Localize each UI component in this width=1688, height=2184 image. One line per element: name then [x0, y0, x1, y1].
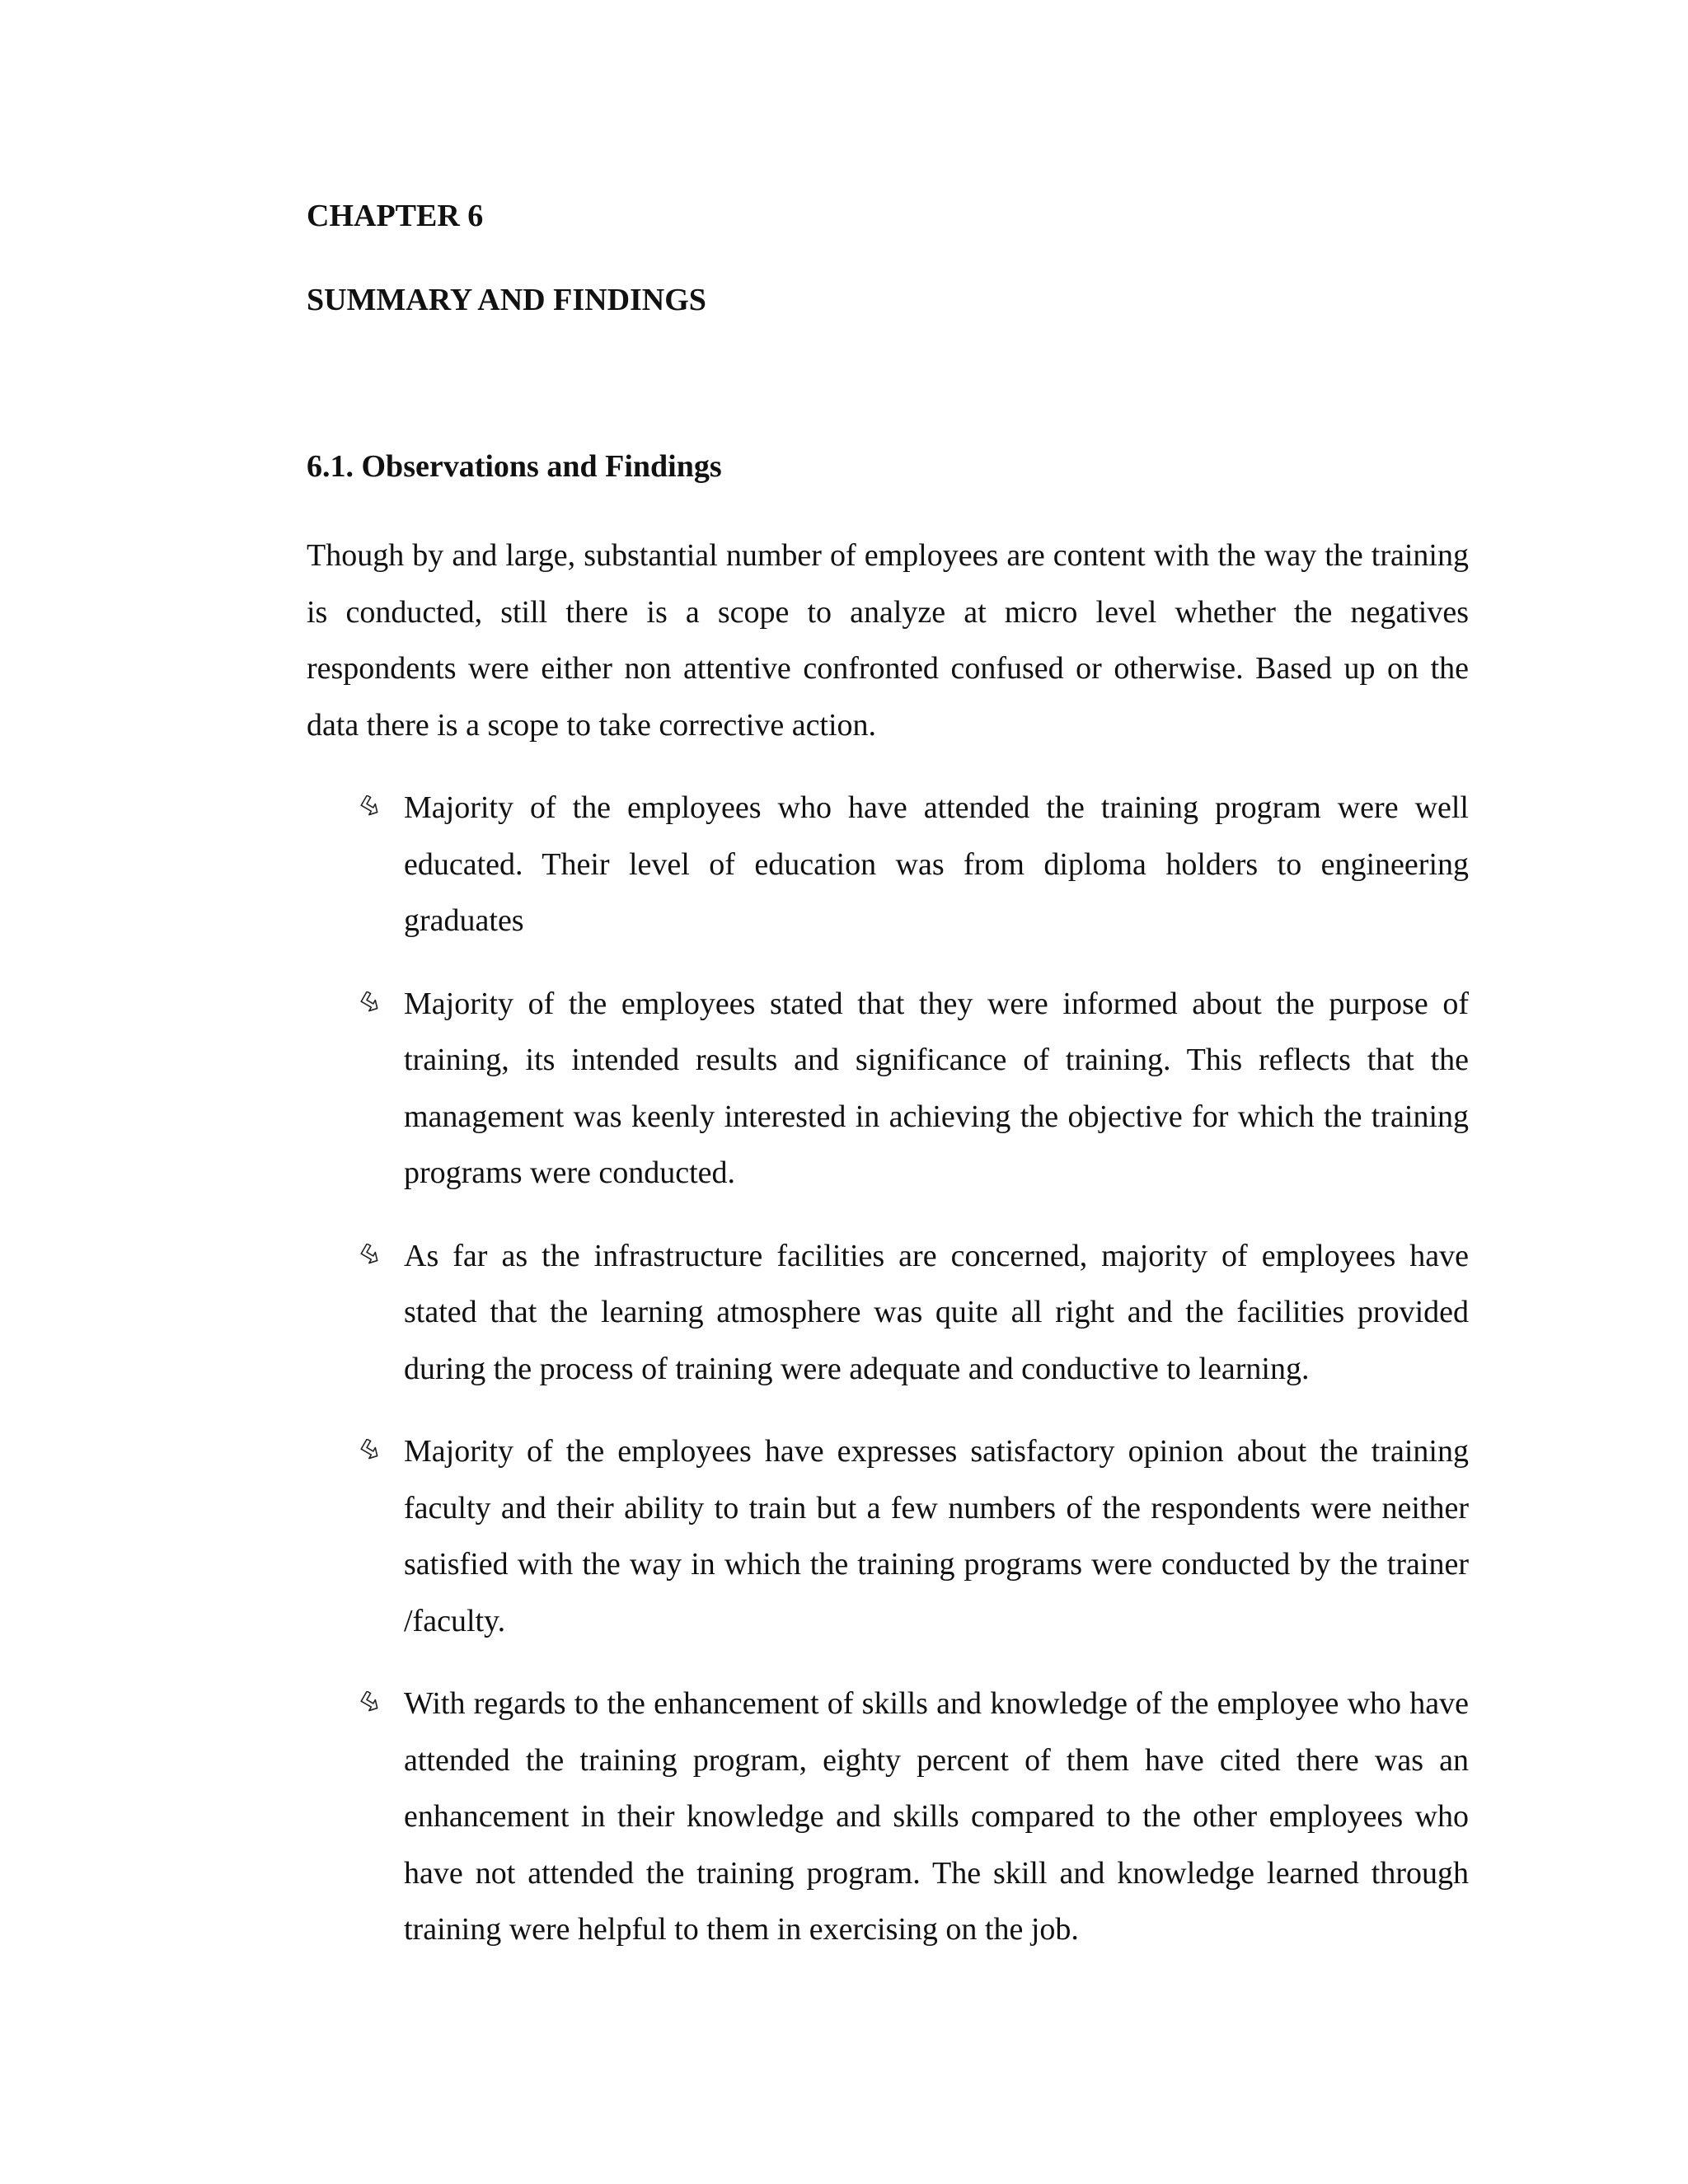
intro-paragraph: Though by and large, substantial number of employees are content with the way the training is conducted, still there is a scope to analyze at micro level whether the negatives respondents were either non attentive confronted confused or otherwise. Based up on the data there is a scope to take corrective action. [307, 538, 1469, 743]
hollow-arrow-bullet-icon [356, 1691, 381, 1716]
finding-text: Majority of the employees who have attended the training program were well educated. Their level of education was from diploma holders to engineering graduates [404, 790, 1469, 938]
finding-text: Majority of the employees stated that they were informed about the purpose of training, its intended results and significance of training. This reflects that the management was keenly interested in achieving the objective for which the training programs were conducted. [404, 986, 1469, 1190]
finding-text: With regards to the enhancement of skills and knowledge of the employee who have attended the training program, eighty percent of them have cited there was an enhancement in their knowledge and skills compared to the other employees who have not attended the training program. The skill and knowledge learned through training were helpful to them in exercising on the job. [404, 1686, 1469, 1947]
hollow-arrow-bullet-icon [356, 1439, 381, 1464]
finding-text: Majority of the employees have expresses satisfactory opinion about the training faculty and their ability to train but a few numbers of the respondents were neither satisfied with the way in which the training programs were conducted by the trainer /faculty. [404, 1434, 1469, 1638]
finding-item [307, 780, 1469, 949]
finding-item [307, 1228, 1469, 1398]
finding-text: As far as the infrastructure facilities are concerned, majority of employees have stated that the learning atmosphere was quite all right and the facilities provided during the process of training were adequate and conductive to learning. [404, 1238, 1469, 1386]
finding-item [307, 1423, 1469, 1649]
finding-item [307, 976, 1469, 1202]
chapter-label: CHAPTER 6 [307, 199, 484, 233]
section-heading: 6.1. Observations and Findings [307, 449, 722, 484]
hollow-arrow-bullet-icon [356, 795, 381, 820]
chapter-title: SUMMARY AND FINDINGS [307, 283, 706, 317]
hollow-arrow-bullet-icon [356, 1244, 381, 1268]
finding-item [307, 1675, 1469, 1958]
hollow-arrow-bullet-icon [356, 991, 381, 1016]
findings-list [307, 780, 1469, 1985]
